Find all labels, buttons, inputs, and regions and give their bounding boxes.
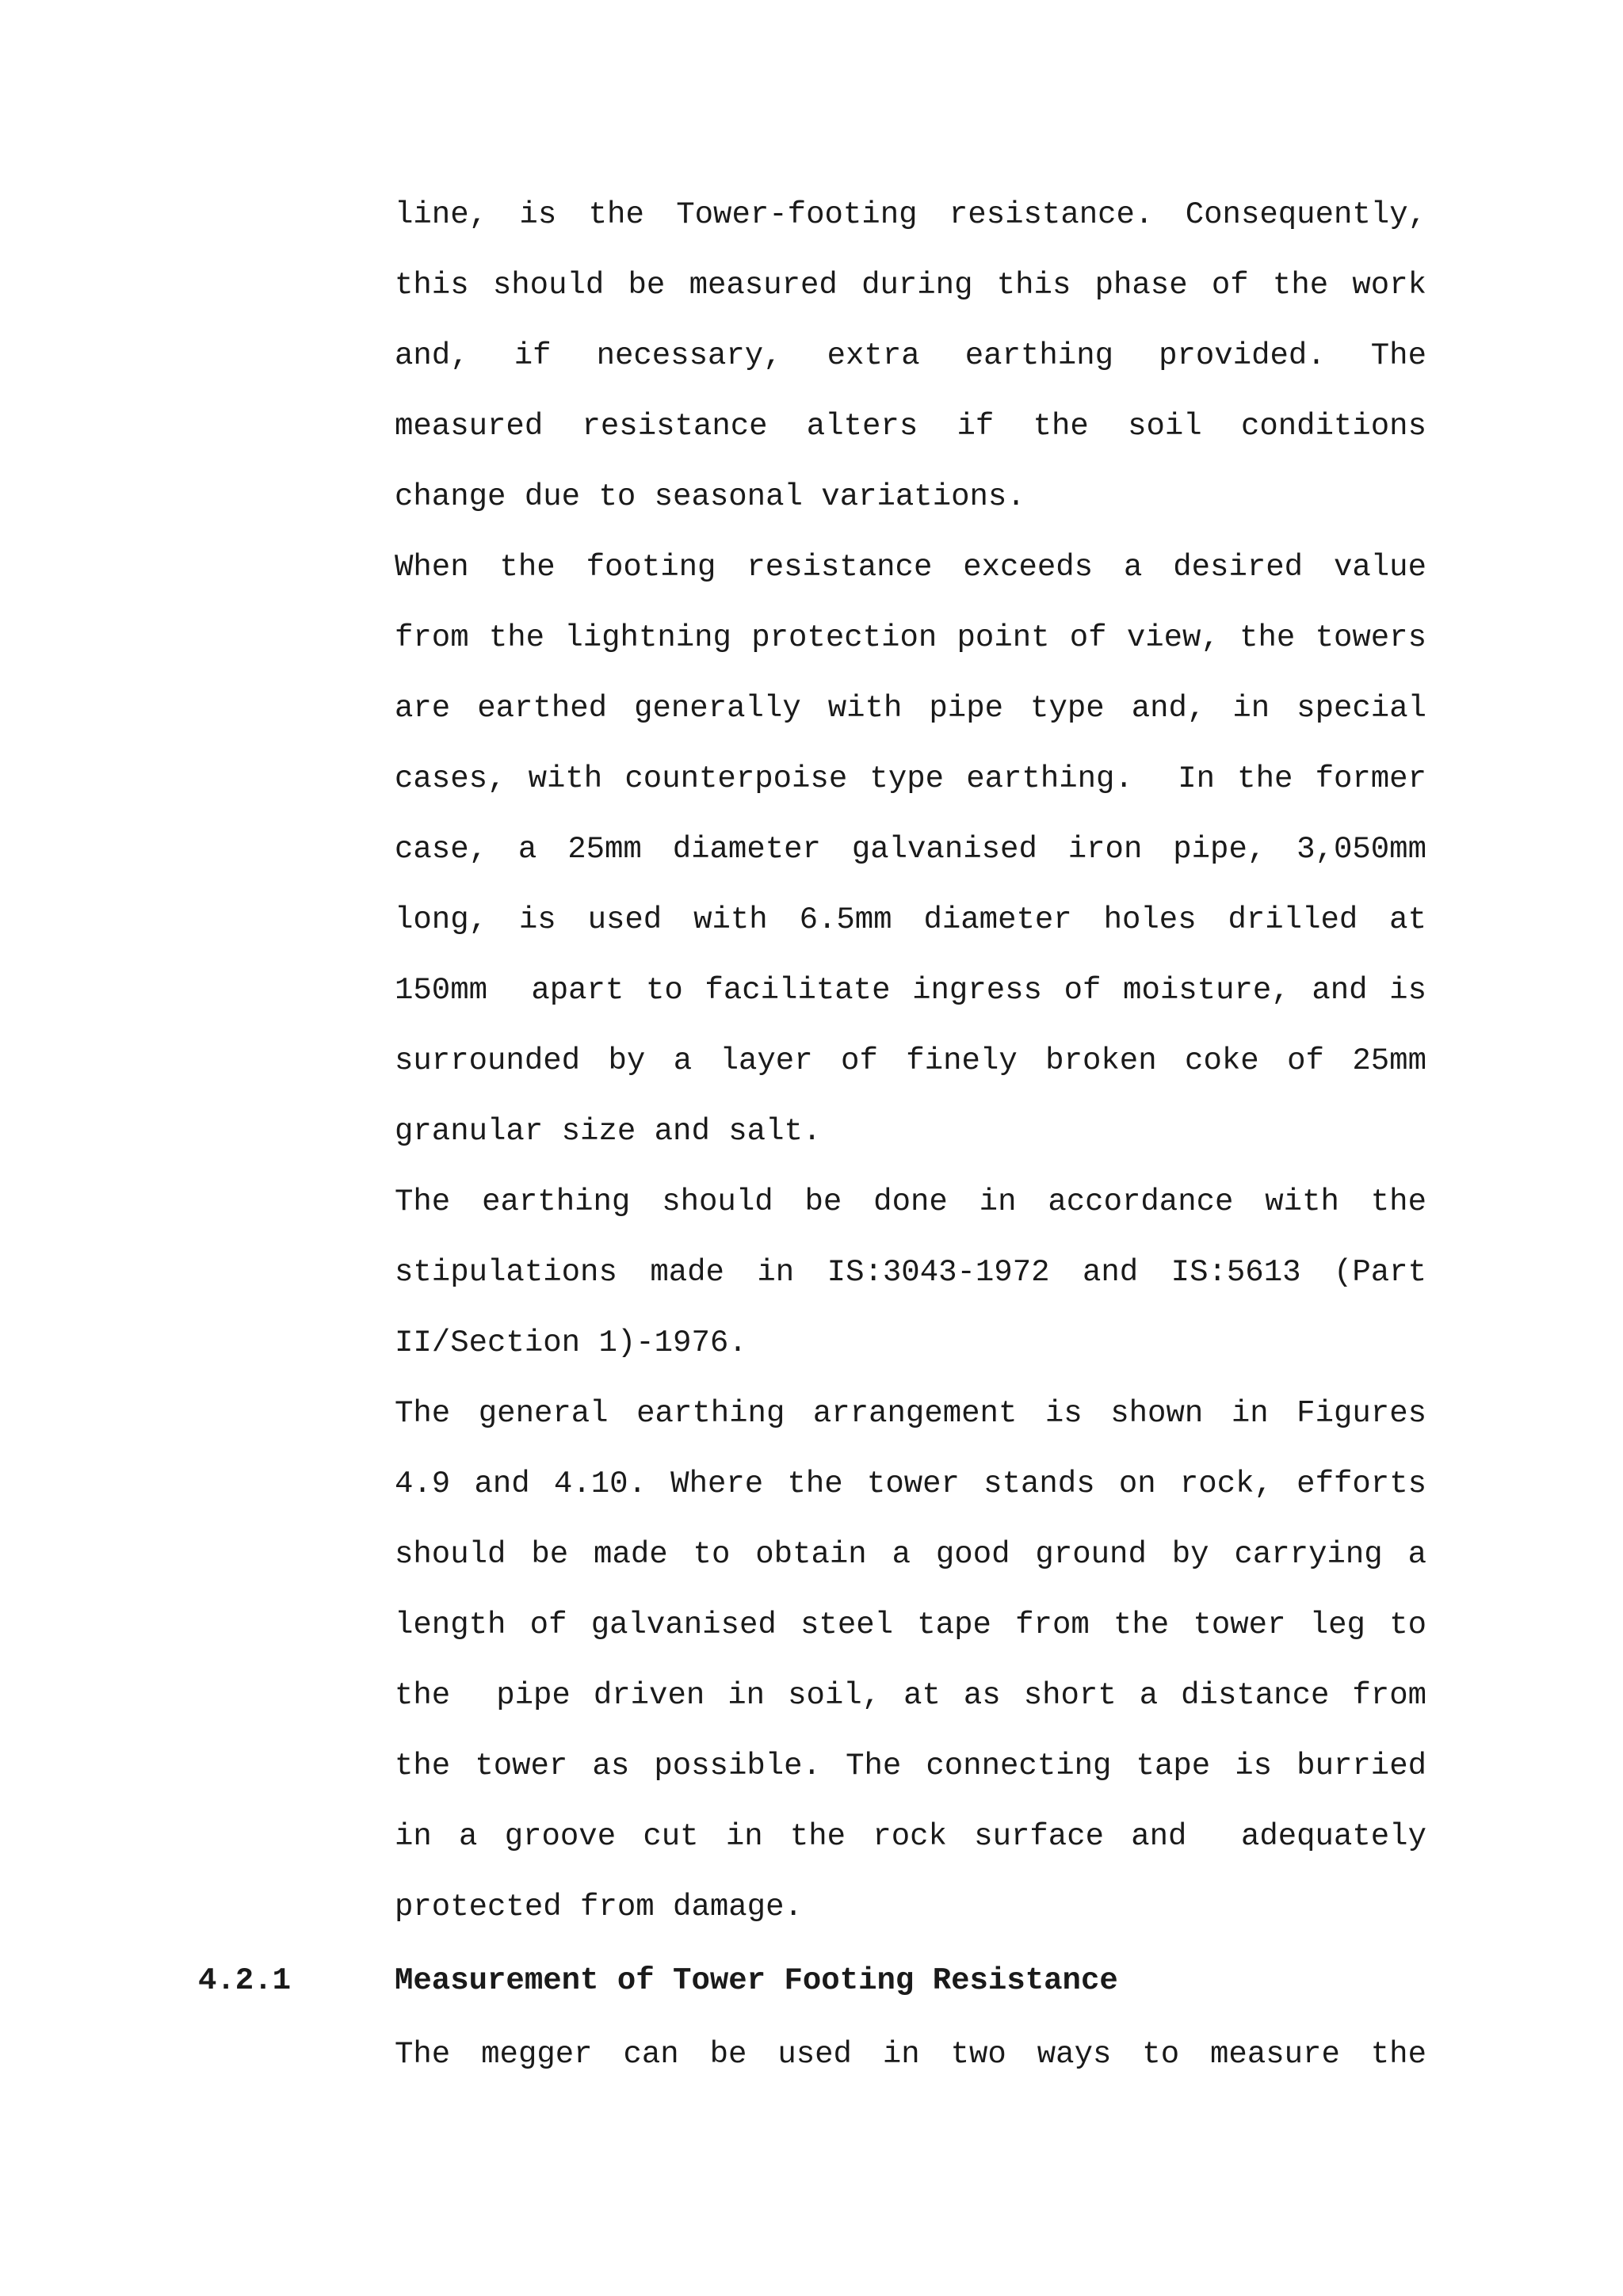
paragraph-megger-intro: The megger can be used in two ways to measure the — [395, 2037, 1426, 2072]
paragraph-tower-footing-resistance: line, is the Tower-footing resistance. Consequently, this should be measured during this phase of the work and, if necessary, extra earthing provided. The measured resistance alters if the soil conditions change due to seasonal variations. — [395, 197, 1445, 514]
body-paragraphs — [395, 180, 1445, 1943]
section-body — [395, 2019, 1426, 2090]
paragraph-earthing-arrangement: The general earthing arrangement is shown in Figures 4.9 and 4.10. Where the tower stands on rock, efforts should be made to obtain a good ground by carrying a length of galvanised steel tape from the tower leg to the pipe driven in soil, at as short a distance from the tower as possible. The connecting tape is burried in a groove cut in the rock surface and adequately protected from damage. — [395, 1396, 1445, 1924]
paragraph-earthing-methods: When the footing resistance exceeds a desired value from the lightning protection point of view, the towers are earthed generally with pipe type and, in special cases, with counterpoise type earthing. In the former case, a 25mm diameter galvanised iron pipe, 3,050mm long, is used with 6.5mm diameter holes drilled at 150mm apart to facilitate ingress of moisture, and is surrounded by a layer of finely broken coke of 25mm granular size and salt. — [395, 550, 1445, 1149]
paragraph-earthing-standards: The earthing should be done in accordance with the stipulations made in IS:3043-1972 and IS:5613 (Part II/Section 1)-1976. — [395, 1184, 1445, 1360]
section-number: 4.2.1 — [198, 1963, 292, 1998]
section-heading — [0, 1946, 1623, 2016]
section-title: Measurement of Tower Footing Resistance — [395, 1963, 1118, 1998]
